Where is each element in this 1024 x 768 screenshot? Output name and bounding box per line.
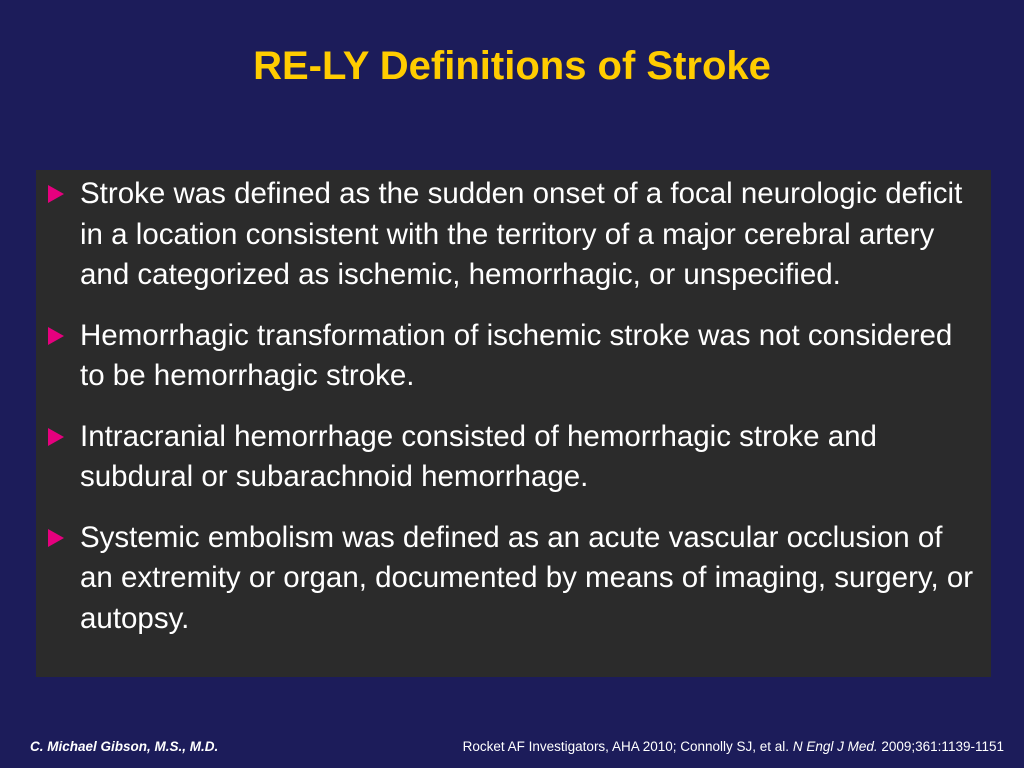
triangle-right-icon xyxy=(48,529,64,547)
bullet-text-3: Intracranial hemorrhage consisted of hemorrhagic stroke and subdural or subarachnoid hemorrhage. xyxy=(80,419,877,493)
footer xyxy=(0,736,1024,760)
citation-suffix: 2009;361:1139-1151 xyxy=(881,739,1004,754)
content-box xyxy=(36,170,991,677)
bullet-item-1 xyxy=(44,174,981,296)
citation-prefix: Rocket AF Investigators, AHA 2010; Connolly SJ, et al. xyxy=(462,739,790,754)
bullet-text-4: Systemic embolism was defined as an acute vascular occlusion of an extremity or organ, documented by means of imaging, surgery, or autopsy. xyxy=(80,520,974,635)
bullet-item-3 xyxy=(44,417,981,498)
citation-journal: N Engl J Med. xyxy=(792,739,878,754)
triangle-right-icon xyxy=(48,428,64,446)
triangle-right-icon xyxy=(48,327,64,345)
bullet-list xyxy=(44,174,981,639)
bullet-item-4 xyxy=(44,518,981,640)
footer-citation xyxy=(463,739,1004,754)
footer-author: C. Michael Gibson, M.S., M.D. xyxy=(30,739,219,754)
bullet-item-2 xyxy=(44,316,981,397)
bullet-text-2: Hemorrhagic transformation of ischemic stroke was not considered to be hemorrhagic stroke. xyxy=(80,318,953,392)
slide-title: RE-LY Definitions of Stroke xyxy=(253,44,771,88)
triangle-right-icon xyxy=(48,185,64,203)
bullet-text-1: Stroke was defined as the sudden onset of a focal neurologic deficit in a location consistent with the territory of a major cerebral artery and categorized as ischemic, hemorrhagic, or unspecified. xyxy=(80,177,963,291)
